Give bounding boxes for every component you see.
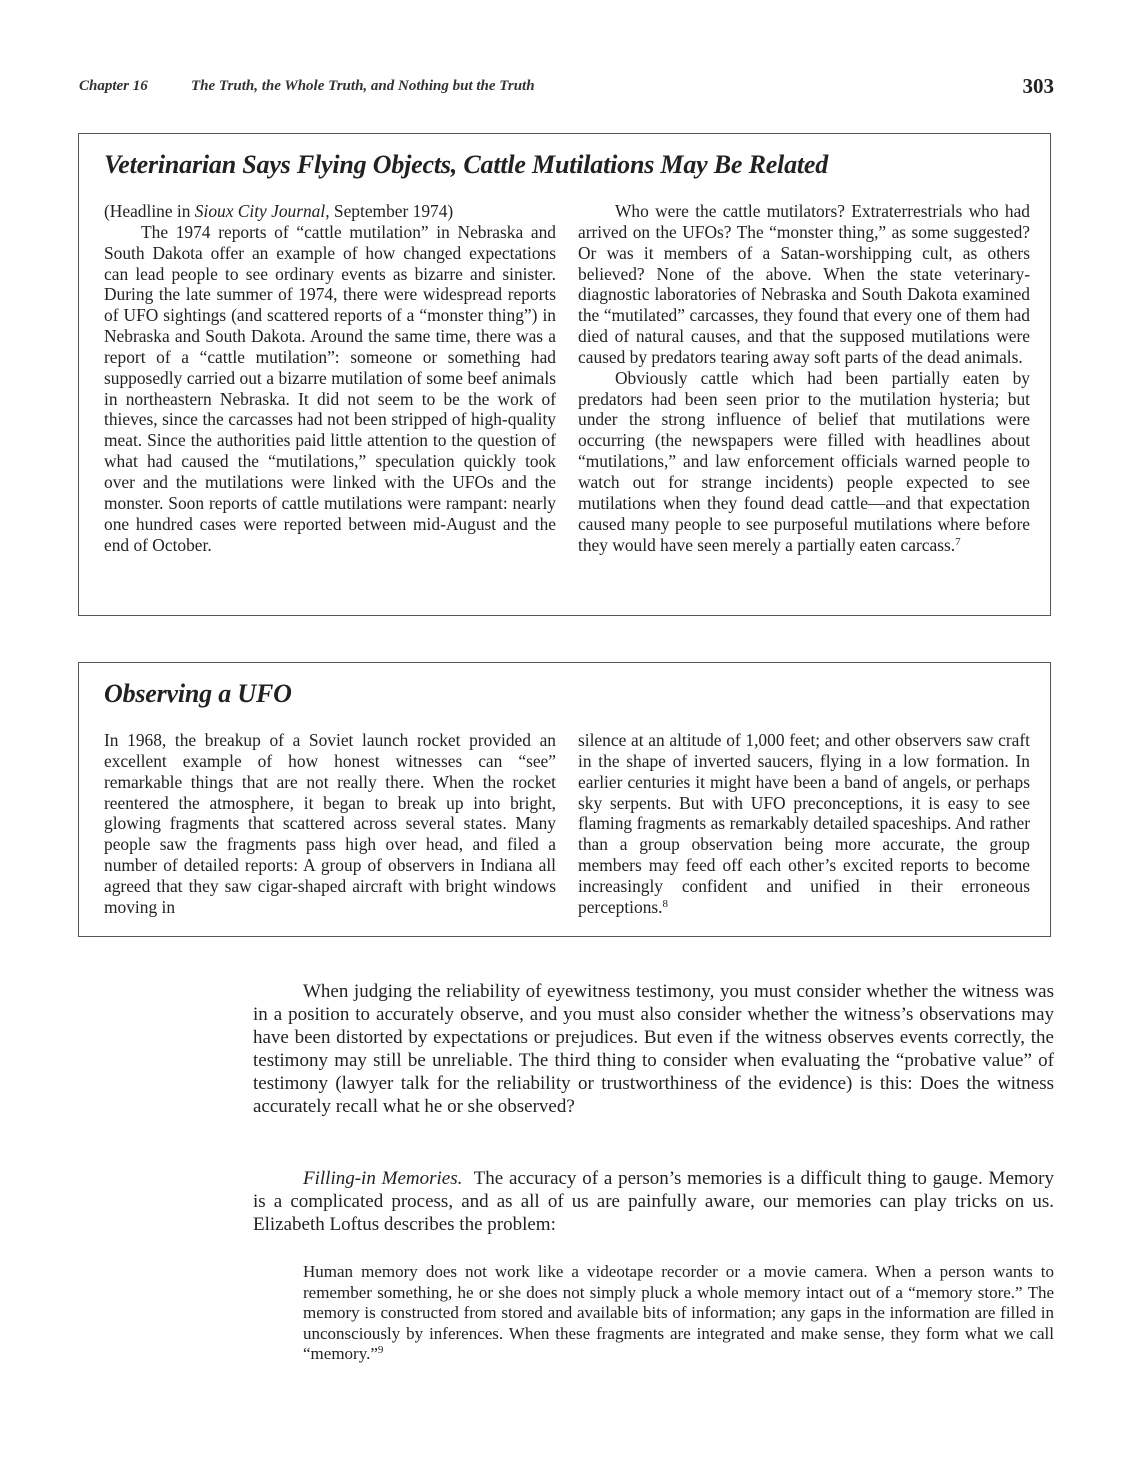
box-left-column (104, 201, 556, 555)
sidebar-box-observing-ufo (78, 662, 1051, 937)
running-head (79, 72, 1054, 102)
box-title: Veterinarian Says Flying Objects, Cattle Mutilations May Be Related (104, 150, 829, 179)
chapter-label: Chapter 16 (79, 78, 148, 94)
footnote-ref: 9 (377, 1344, 384, 1357)
source-line: (Headline in Sioux City Journal, September 1974) (104, 201, 454, 221)
footnote-ref: 8 (662, 897, 669, 910)
paragraph: Obviously cattle which had been partially eaten by predators had been seen prior to the mutilation hysteria; but under the strong influence of belief that mutilations were occurring (the newspapers were filled with headlines about “mutilations,” and law enforcement officials warned people to watch out for strange incidents) people expected to see mutilations when they found dead cattle—and that expectation caused many people to see purposeful mutilations where before they would have seen merely a partially eaten carcass.$^7$ (578, 367, 1030, 555)
body-paragraph-1: When judging the reliability of eyewitness testimony, you must consider whether the witness was in a position to accurately observe, and you must also consider whether the witness’s observations may have been distorted by expectations or prejudices. But even if the witness observes events correctly, the testimony may still be unreliable. The third thing to consider when evaluating the “probative value” of testimony (lawyer talk for the reliability or trustworthiness of the evidence) is this: Does the witness accurately recall what he or she observed? (253, 981, 1054, 1117)
block-quote: Human memory does not work like a videotape recorder or a movie camera. When a person wants to remember something, he or she does not simply pluck a whole memory intact out of a “memory store.” The memory is constructed from stored and available bits of information; any gaps in the information are filled in unconsciously by inferences. When these fragments are integrated and make sense, they form what we call “memory.”$^9$ (303, 1262, 1054, 1364)
sidebar-box-cattle-mutilations (78, 133, 1051, 616)
paragraph: The 1974 reports of “cattle mutilation” in Nebraska and South Dakota offer an example of how changed expectations can lead people to see ordinary events as bizarre and sinister. During the late summer of 1974, there were widespread reports of UFO sightings (and scattered reports of a “monster thing”) in Nebraska and South Dakota. Around the same time, there was a report of a “cattle mutilation”: someone or something had supposedly carried out a bizarre mutilation of some beef animals in northeastern Nebraska. It did not seem to be the work of thieves, since the carcasses had not been stripped of high-quality meat. Since the authorities paid little attention to the question of what had caused the “mutilations,” speculation quickly took over and the mutilations were linked with the UFOs and the monster. Soon reports of cattle mutilations were rampant: nearly one hundred cases were reported between mid-August and the end of October. (104, 221, 556, 555)
paragraph: silence at an altitude of 1,000 feet; and other observers saw craft in the shape of inverted saucers, flying in a low formation. In earlier centuries it might have been a band of angels, or perhaps sky serpents. But with UFO preconceptions, it is easy to see flaming fragments as remarkably detailed spaceships. And rather than a group observation being more accurate, the group members may feed off each other’s excited reports to become increasingly confident and unified in their erroneous perceptions.$^8$ (578, 730, 1030, 917)
footnote-ref: 7 (955, 535, 961, 548)
box-right-column (578, 201, 1030, 555)
box-right-column (578, 730, 1030, 918)
paragraph: In 1968, the breakup of a Soviet launch rocket provided an excellent example of how honest witnesses can “see” remarkable things that are not really there. When the rocket reentered the atmosphere, it began to break up into bright, glowing fragments that scattered across several states. Many people saw the fragments pass high over head, and filed a number of detailed reports: A group of observers in Indiana all agreed that they saw cigar-shaped aircraft with bright windows moving in (104, 730, 556, 917)
box-left-column (104, 730, 556, 918)
chapter-title: The Truth, the Whole Truth, and Nothing but the Truth (191, 78, 535, 94)
run-in-heading: Filling-in Memories. (303, 1168, 463, 1189)
paragraph: Who were the cattle mutilators? Extraterrestrials who had arrived on the UFOs? The “monster thing,” as some suggested? Or was it members of a Satan-worshipping cult, as others believed? None of the above. When the state veterinary-diagnostic laboratories of Nebraska and South Dakota examined the “mutilated” carcasses, they found that every one of them had died of natural causes, and that the supposed mutilations were caused by predators tearing away soft parts of the dead animals. (578, 201, 1030, 367)
body-paragraph-2: Filling-in Memories. The accuracy of a person’s memories is a difficult thing to gauge. Memory is a complicated process, and as all of us are painfully aware, our memories can play tricks on us. Elizabeth Loftus describes the problem: (253, 1168, 1054, 1235)
box-title: Observing a UFO (104, 679, 292, 708)
source-publication: Sioux City Journal, (194, 201, 330, 221)
page-number: 303 (1022, 74, 1054, 98)
